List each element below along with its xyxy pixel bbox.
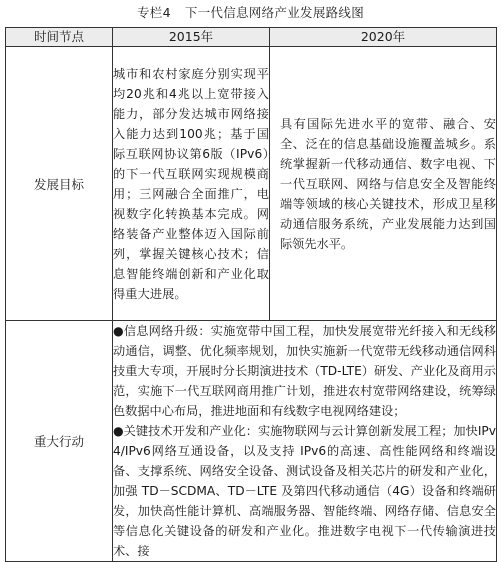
header-time-node: 时间节点 [6, 28, 113, 47]
table-row-actions [6, 321, 497, 562]
table-row-goals [6, 47, 497, 321]
actions-cell [113, 321, 497, 562]
row-label-goals: 发展目标 [6, 47, 113, 321]
goals-2015-cell [113, 47, 270, 321]
goals-2020-text: 具有国际先进水平的宽带、融合、安全、泛在的信息基础设施覆盖城乡。系统掌握新一代移动通信、数字电视、下一代互联网、网络与信息安全及智能终端等领域的核心关键技术，形成卫星移动通信服务系统，产业发展能力达到国际领先水平。 [280, 116, 496, 251]
table-header-row [6, 28, 497, 47]
caption-label: 专栏4 [136, 5, 171, 20]
action-item-network-upgrade: ●信息网络升级：实施宽带中国工程，加快发展宽带光纤接入和无线移动通信，调整、优化频率规划，加快实施新一代宽带无线移动通信网科技重大专项，开展时分长期演进技术（TD-LTE）研发、产业化及商用示范，实施下一代互联网商用推广计划，推进农村宽带网络建设，统筹绿色数据中心布局，推进地面和有线数字电视网络建设； [113, 324, 496, 418]
goals-2020-cell [270, 47, 497, 321]
header-2015: 2015年 [113, 28, 270, 47]
goals-2015-text: 城市和农村家庭分别实现平均20兆和4兆以上宽带接入能力，部分发达城市网络接入能力达到100兆；基于国际互联网协议第6版（IPv6）的下一代互联网实现规模商用；三网融合全面推广，电视数字化转换基本完成。网络装备产业整体迈入国际前列，掌握关键核心技术；信息智能终端创新和产业化取得重大进展。 [113, 66, 269, 301]
row-label-actions: 重大行动 [6, 321, 113, 562]
header-2020: 2020年 [270, 28, 497, 47]
caption-title: 下一代信息网络产业发展路线图 [184, 5, 365, 20]
action-item-key-technology: ●关键技术开发和产业化：实施物联网与云计算创新发展工程；加快IPv4/IPv6网络互通设备，以及支持 IPv6的高速、高性能网络和终端设备、支撑系统、网络安全设备、测试设备及相关芯片的研发和产业化，加强 TD－SCDMA、TD－LTE 及第四代移动通信（4G）设备和终端研发，加快高性能计算机、高端服务器、智能终端、网络存储、信息安全等信息化关键设备的研发和产业化。推进数字电视下一代传输演进技术、接 [113, 424, 496, 558]
roadmap-table [5, 27, 497, 562]
table-caption [0, 0, 501, 26]
